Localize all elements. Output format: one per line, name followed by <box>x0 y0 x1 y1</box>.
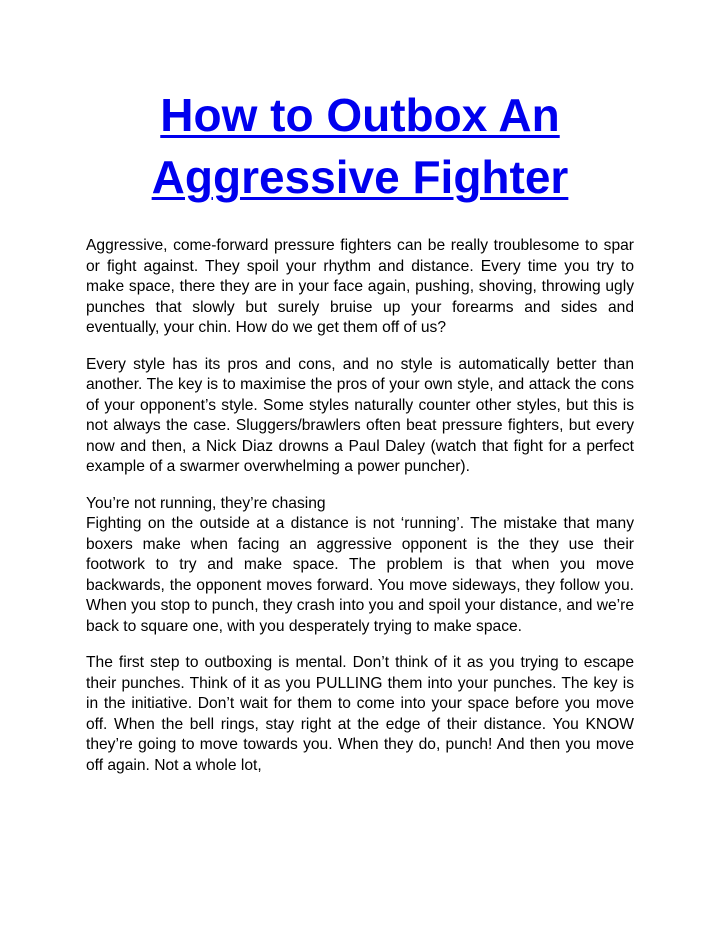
title-link[interactable]: How to Outbox An Aggressive Fighter <box>151 89 569 203</box>
paragraph-styles: Every style has its pros and cons, and no style is automatically better than another. The key is to maximise the pros of your own style, and attack the cons of your opponent’s style. Some styles naturally counter other styles, but this is not always the case. Sluggers/brawlers often beat pressure fighters, but every now and then, a Nick Diaz drowns a Paul Daley (watch that fight for a perfect example of a swarmer overwhelming a power puncher). <box>86 355 634 475</box>
paragraph-intro: Aggressive, come-forward pressure fighters can be really troublesome to spar or fight against. They spoil your rhythm and distance. Every time you try to make space, there they are in your face again, pushing, shoving, throwing ugly punches that slowly but surely bruise up your forearms and sides and eventually, your chin. How do we get them off of us? <box>86 237 634 336</box>
section-subheading: You’re not running, they’re chasing <box>86 494 326 512</box>
paragraph-mental: The first step to outboxing is mental. Don’t think of it as you trying to escape their punches. Think of it as you PULLING them into your punches. The key is in the initiative. Don’t wait for them to come into your space before you move off. When the bell rings, stay right at the edge of their distance. You KNOW they’re going to move towards you. When they do, punch! And then you move off again. Not a whole lot, <box>86 654 634 774</box>
page-title <box>60 84 660 208</box>
paragraph-distance: Fighting on the outside at a distance is not ‘running’. The mistake that many boxers make when facing an aggressive opponent is the they use their footwork to try and make space. The problem is that when you move backwards, the opponent moves forward. You move sideways, they follow you. When you stop to punch, they crash into you and spoil your distance, and we’re back to square one, with you desperately trying to make space. <box>86 515 634 635</box>
article-body <box>86 236 634 776</box>
